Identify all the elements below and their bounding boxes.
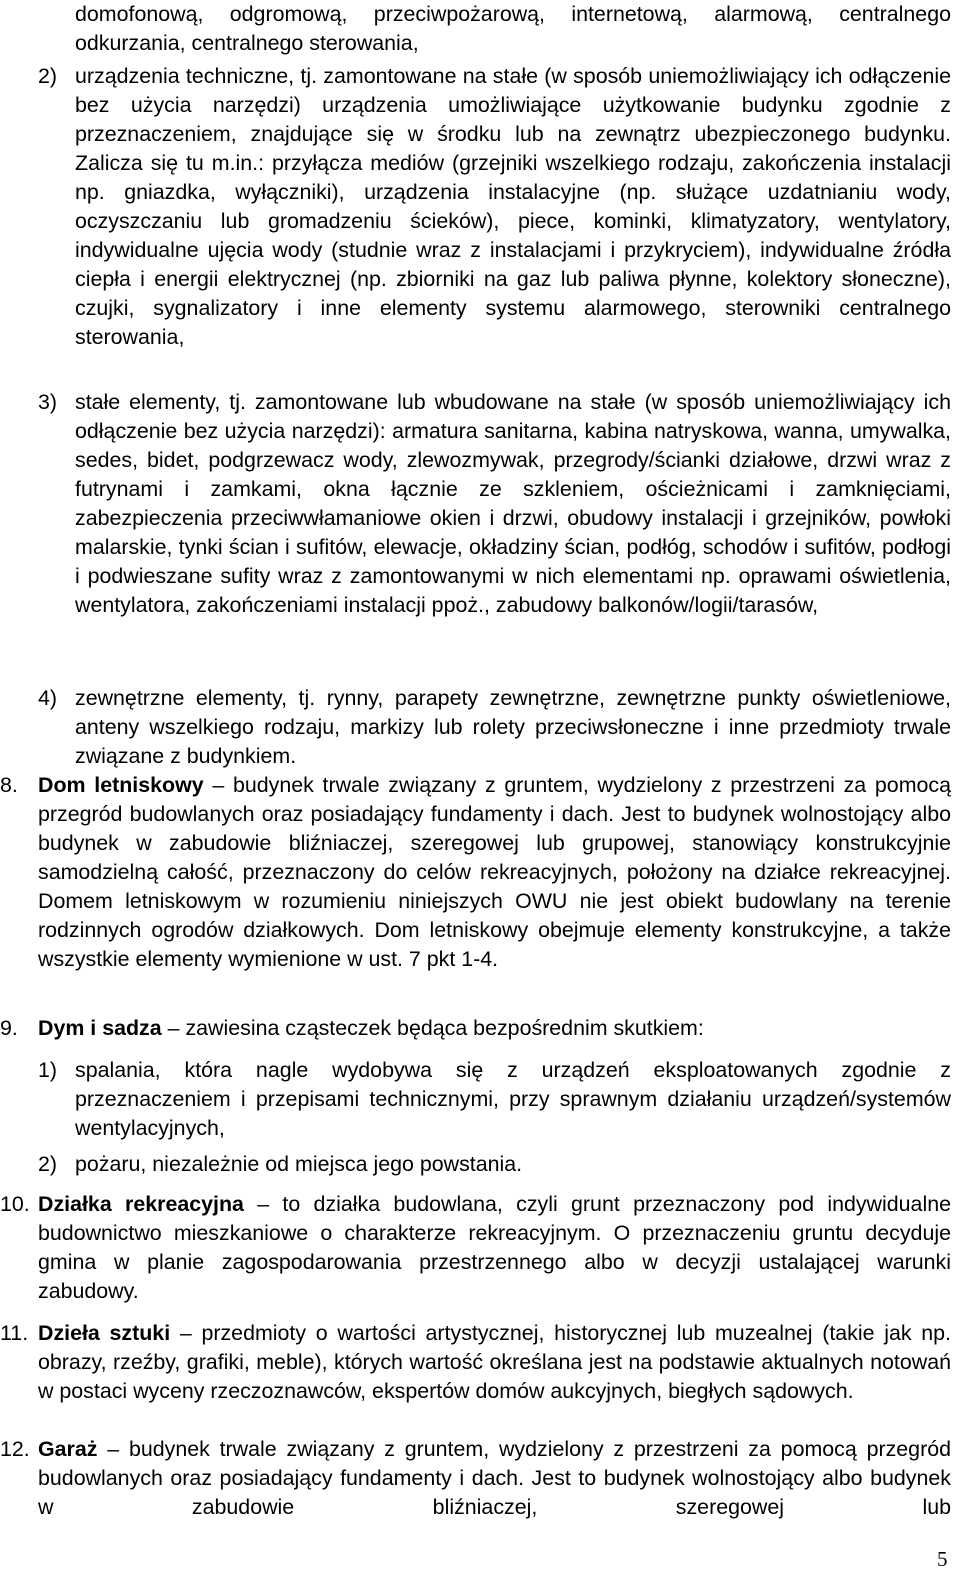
definition-item-11 [0,1319,951,1406]
definition-text [38,771,951,974]
list-item-9-1 [38,1056,951,1143]
term: Dzieła sztuki [38,1321,171,1345]
definition-body: – przedmioty o wartości artystycznej, historycznej lub muzealnej (takie jak np. obrazy, rzeźby, grafiki, meble), których wartość określana jest na podstawie aktualnych notowań w postaci wyceny rzeczoznawców, ekspertów domów aukcyjnych, biegłych sądowych. [38,1321,951,1403]
item-number: 10. [0,1192,30,1216]
continuation-paragraph [38,0,951,58]
definition-text [38,1190,951,1306]
list-number: 3) [38,390,58,414]
item-number: 12. [0,1437,30,1461]
definition-item-9 [0,1014,951,1043]
list-item-text: spalania, która nagle wydobywa się z urządzeń eksploatowanych zgodnie z przeznaczeniem i przepisami technicznymi, przy sprawnym działaniu urządzeń/systemów wentylacyjnych, [75,1058,951,1140]
definition-item-12 [0,1435,951,1522]
term: Dym i sadza [38,1016,162,1040]
list-item-text: stałe elementy, tj. zamontowane lub wbudowane na stałe (w sposób uniemożliwiający ich odłączenie bez użycia narzędzi): armatura sanitarna, kabina natryskowa, wanna, umywalka, sedes, bidet, podgrzewacz wody, zlewozmywak, przegrody/ścianki działowe, drzwi wraz z futrynami i zamkami, okna łącznie ze szkleniem, ościeżnicami i zamknięciami, zabezpieczenia przeciwwłamaniowe okien i drzwi, obudowy instalacji i grzejników, powłoki malarskie, tynki ścian i sufitów, elewacje, okładziny ścian, podłóg, schodów i sufitów, podłogi i podwieszane sufity wraz z zamontowanymi w nich elementami np. oprawami oświetlenia, wentylatora, zakończeniami instalacji ppoż., zabudowy balkonów/logii/tarasów, [75,390,951,617]
item-number: 9. [0,1016,18,1040]
definition-body: – zawiesina cząsteczek będąca bezpośrednim skutkiem: [161,1016,704,1040]
list-number: 2) [38,1152,58,1176]
list-item-3 [38,388,951,620]
term: Garaż [38,1437,98,1461]
paragraph-text: domofonową, odgromową, przeciwpożarową, internetową, alarmową, centralnego odkurzania, centralnego sterowania, [75,2,951,55]
item-number: 8. [0,773,18,797]
term: Działka rekreacyjna [38,1192,244,1216]
item-number: 11. [0,1321,29,1345]
page-number: 5 [937,1547,948,1571]
definition-body: – budynek trwale związany z gruntem, wydzielony z przestrzeni za pomocą przegród budowlanych oraz posiadający fundamenty i dach. Jest to budynek wolnostojący albo budynek w zabudowie bliźniaczej, szeregowej lub grupowej, stanowiący konstrukcyjnie samodzielną całość, przeznaczony do celów rekreacyjnych, położony na działce rekreacyjnej. Domem letniskowym w rozumieniu niniejszych OWU nie jest obiekt budowlany na terenie rodzinnych ogrodów działkowych. Dom letniskowy obejmuje elementy konstrukcyjne, a także wszystkie elementy wymienione w ust. 7 pkt 1-4. [38,773,951,971]
term: Dom letniskowy [38,773,204,797]
definition-text [38,1014,951,1043]
list-number: 1) [38,1058,58,1082]
list-item-2 [38,62,951,352]
definition-text [38,1435,951,1522]
list-item-text: urządzenia techniczne, tj. zamontowane na stałe (w sposób uniemożliwiający ich odłączenie bez użycia narzędzi) urządzenia umożliwiające użytkowanie budynku zgodnie z przeznaczeniem, znajdujące się w środku lub na zewnątrz ubezpieczonego budynku. Zalicza się tu m.in.: przyłącza mediów (grzejniki wszelkiego rodzaju, zakończenia instalacji np. gniazdka, wyłączniki), urządzenia instalacyjne (np. służące uzdatnianiu wody, oczyszczaniu lub gromadzeniu ścieków), piece, kominki, klimatyzatory, wentylatory, indywidualne ujęcia wody (studnie wraz z instalacjami i przykryciem), indywidualne źródła ciepła i energii elektrycznej (np. zbiorniki na gaz lub paliwa płynne, kolektory słoneczne), czujki, sygnalizatory i inne elementy systemu alarmowego, sterowniki centralnego sterowania, [75,64,951,349]
definition-item-10 [0,1190,951,1306]
definition-text [38,1319,951,1406]
list-item-9-2 [38,1150,951,1179]
list-item-text: pożaru, niezależnie od miejsca jego powstania. [75,1152,523,1176]
list-item-text: zewnętrzne elementy, tj. rynny, parapety zewnętrzne, zewnętrzne punkty oświetleniowe, anteny wszelkiego rodzaju, markizy lub rolety przeciwsłoneczne i inne przedmioty trwale związane z budynkiem. [75,686,951,768]
list-number: 4) [38,686,58,710]
definition-item-8 [0,771,951,974]
list-number: 2) [38,64,58,88]
definition-body: – to działka budowlana, czyli grunt przeznaczony pod indywidualne budownictwo mieszkaniowe o charakterze rekreacyjnym. O przeznaczeniu gruntu decyduje gmina w planie zagospodarowania przestrzennego albo w decyzji ustalającej warunki zabudowy. [38,1192,951,1303]
list-item-4 [38,684,951,771]
definition-body: – budynek trwale związany z gruntem, wydzielony z przestrzeni za pomocą przegród budowlanych oraz posiadający fundamenty i dach. Jest to budynek wolnostojący albo budynek w zabudowie bliźniaczej, szeregowej lub [38,1437,951,1519]
